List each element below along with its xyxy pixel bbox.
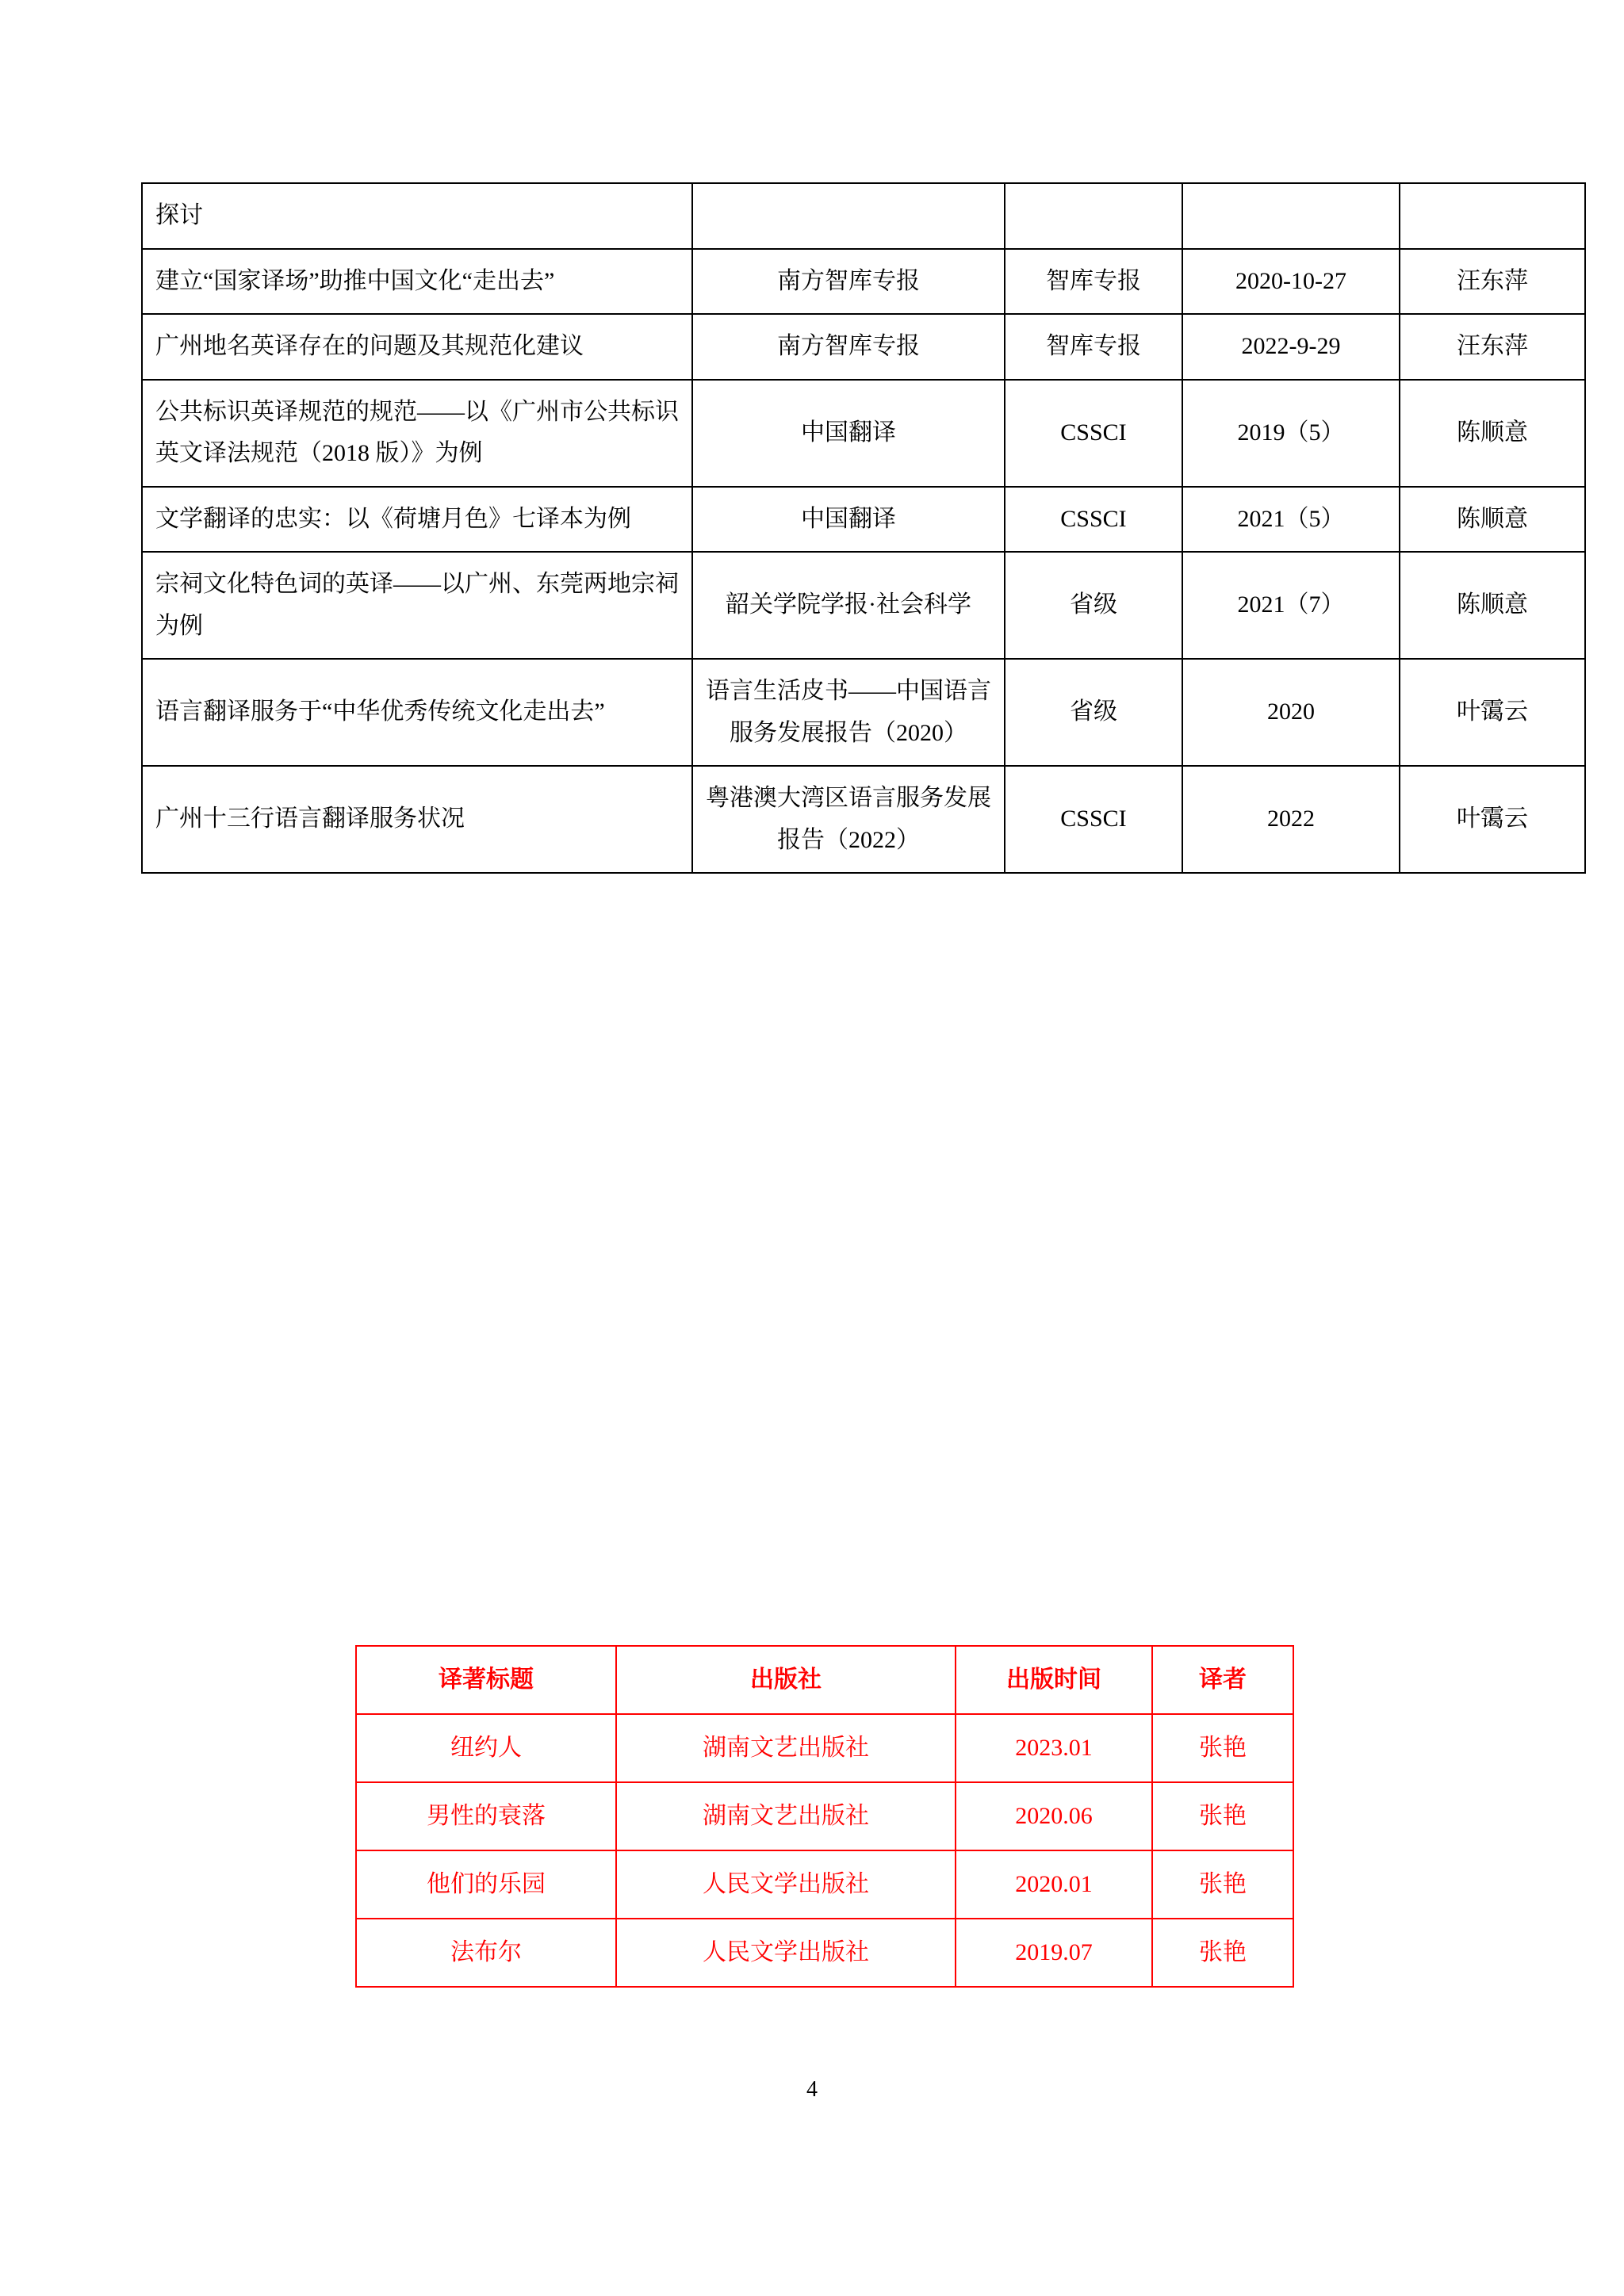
publication-level: CSSCI [1005,487,1182,553]
table-row [356,1850,1293,1919]
publication-date: 2020 [1182,659,1400,766]
publication-journal: 中国翻译 [692,380,1005,487]
translation-title: 纽约人 [356,1714,616,1782]
translation-publisher: 人民文学出版社 [616,1919,956,1987]
publication-title: 广州十三行语言翻译服务状况 [142,766,692,873]
table-row [142,183,1585,249]
publication-author: 陈顺意 [1400,552,1585,659]
publication-level: 智库专报 [1005,314,1182,380]
publication-level: CSSCI [1005,380,1182,487]
table-row [356,1782,1293,1850]
translation-title: 他们的乐园 [356,1850,616,1919]
translation-date: 2023.01 [956,1714,1152,1782]
publications-table [141,182,1586,874]
table-row [356,1919,1293,1987]
publication-author: 陈顺意 [1400,487,1585,553]
column-header-publisher: 出版社 [616,1646,956,1714]
translation-publisher: 湖南文艺出版社 [616,1714,956,1782]
translations-section [355,1645,1247,1988]
translation-title: 男性的衰落 [356,1782,616,1850]
publication-level: 省级 [1005,659,1182,766]
publication-journal: 粤港澳大湾区语言服务发展报告（2022） [692,766,1005,873]
publication-title: 广州地名英译存在的问题及其规范化建议 [142,314,692,380]
publication-journal: 中国翻译 [692,487,1005,553]
publication-date: 2019（5） [1182,380,1400,487]
publication-level: 智库专报 [1005,249,1182,315]
page-number: 4 [806,2077,818,2102]
publication-date: 2022 [1182,766,1400,873]
table-row [142,249,1585,315]
column-header-date: 出版时间 [956,1646,1152,1714]
publication-level [1005,183,1182,249]
translation-publisher: 人民文学出版社 [616,1850,956,1919]
publication-title: 探讨 [142,183,692,249]
publication-journal [692,183,1005,249]
publication-date [1182,183,1400,249]
publication-date: 2020-10-27 [1182,249,1400,315]
publication-level: CSSCI [1005,766,1182,873]
publication-journal: 韶关学院学报·社会科学 [692,552,1005,659]
publication-level: 省级 [1005,552,1182,659]
table-row [356,1714,1293,1782]
publication-journal: 南方智库专报 [692,314,1005,380]
translation-translator: 张艳 [1152,1714,1293,1782]
translation-translator: 张艳 [1152,1850,1293,1919]
publication-title: 公共标识英译规范的规范——以《广州市公共标识英文译法规范（2018 版）》为例 [142,380,692,487]
publication-title: 宗祠文化特色词的英译——以广州、东莞两地宗祠为例 [142,552,692,659]
publication-author: 汪东萍 [1400,249,1585,315]
translation-date: 2020.06 [956,1782,1152,1850]
translation-publisher: 湖南文艺出版社 [616,1782,956,1850]
publication-author [1400,183,1585,249]
table-row [142,766,1585,873]
table-row [142,487,1585,553]
publication-journal: 语言生活皮书——中国语言服务发展报告（2020） [692,659,1005,766]
table-row [142,659,1585,766]
publication-author: 叶霭云 [1400,766,1585,873]
column-header-title: 译著标题 [356,1646,616,1714]
table-header-row [356,1646,1293,1714]
publication-author: 叶霭云 [1400,659,1585,766]
table-row [142,552,1585,659]
translation-date: 2020.01 [956,1850,1152,1919]
table-row [142,380,1585,487]
publication-date: 2022-9-29 [1182,314,1400,380]
publication-journal: 南方智库专报 [692,249,1005,315]
publication-date: 2021（7） [1182,552,1400,659]
translation-title: 法布尔 [356,1919,616,1987]
publication-author: 汪东萍 [1400,314,1585,380]
publication-author: 陈顺意 [1400,380,1585,487]
translation-translator: 张艳 [1152,1919,1293,1987]
table-row [142,314,1585,380]
publication-title: 语言翻译服务于“中华优秀传统文化走出去” [142,659,692,766]
publications-section [141,182,1528,874]
translation-translator: 张艳 [1152,1782,1293,1850]
translation-date: 2019.07 [956,1919,1152,1987]
publication-title: 文学翻译的忠实：以《荷塘月色》七译本为例 [142,487,692,553]
publication-date: 2021（5） [1182,487,1400,553]
publication-title: 建立“国家译场”助推中国文化“走出去” [142,249,692,315]
translations-table [355,1645,1294,1988]
column-header-translator: 译者 [1152,1646,1293,1714]
